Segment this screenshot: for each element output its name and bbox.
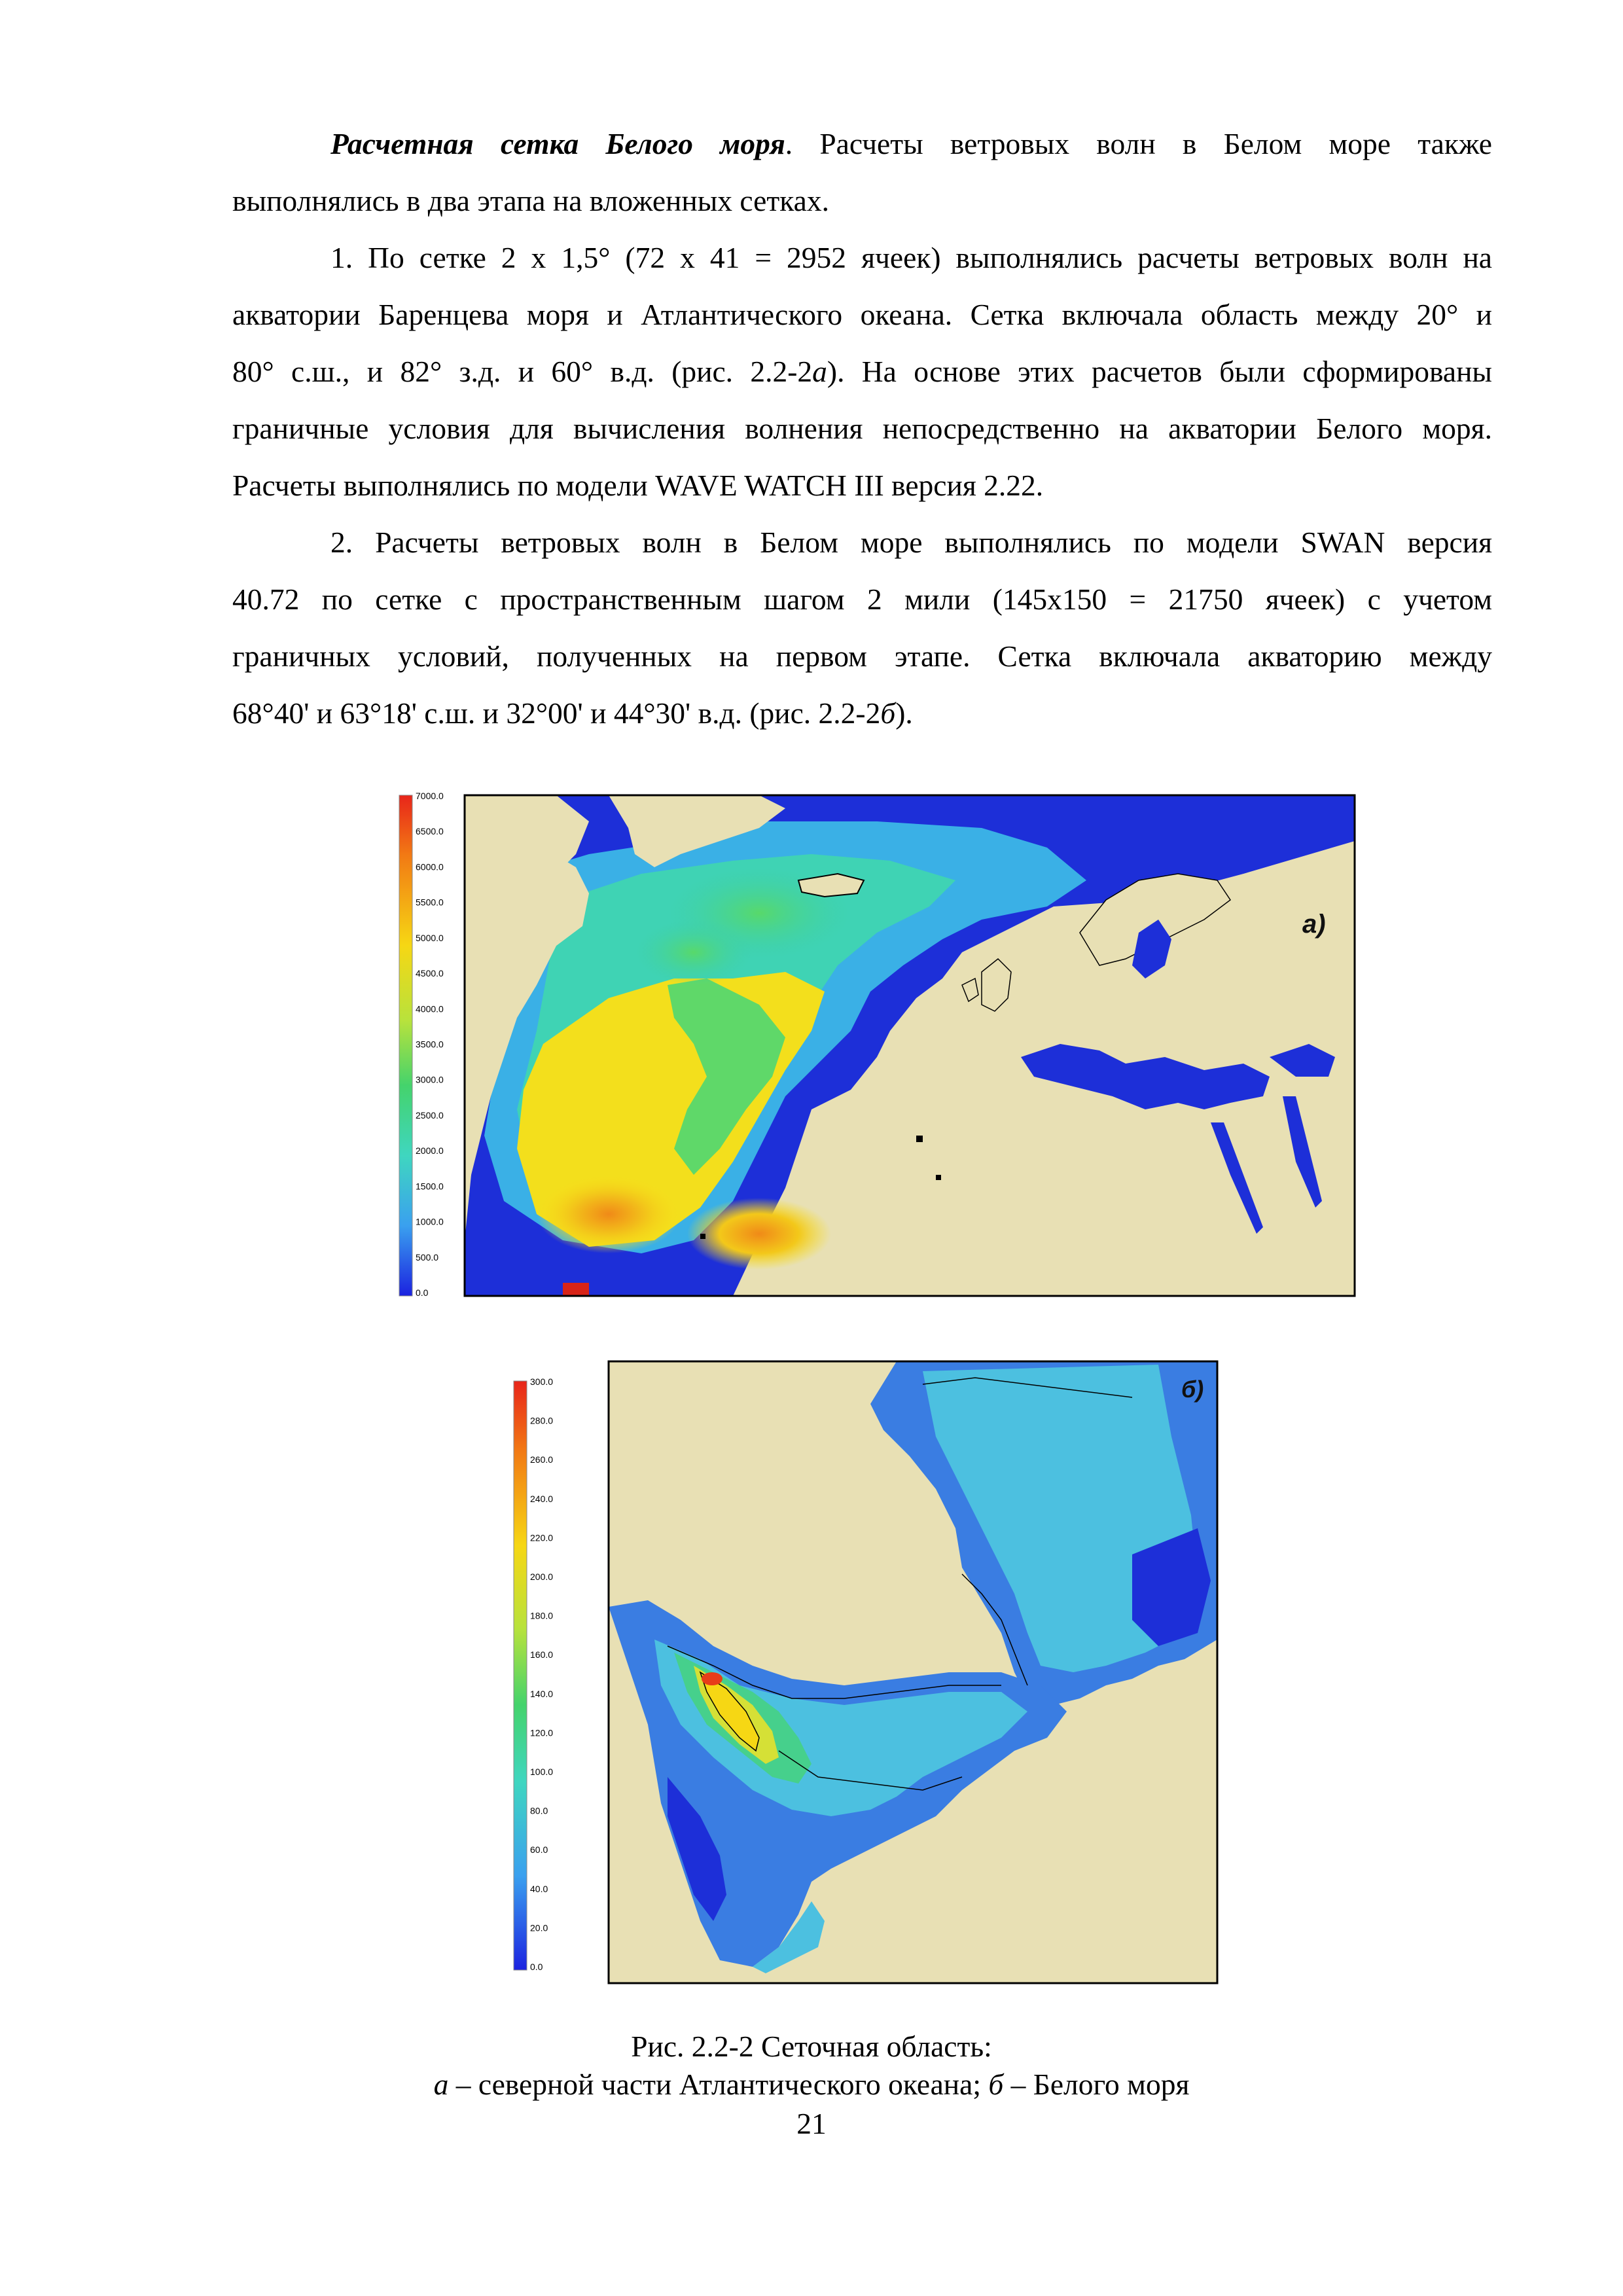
paragraph-line: выполнялись в два этапа на вложенных сетках.: [232, 184, 829, 217]
paragraph-line: граничных условий, полученных на первом этапе. Сетка включала акваторию между: [232, 639, 1492, 673]
scale-tick-label: 180.0: [530, 1610, 554, 1621]
scale-tick-label: 280.0: [530, 1415, 554, 1426]
paragraph-line: акватории Баренцева моря и Атлантического океана. Сетка включала область между 20° и: [232, 298, 1492, 331]
scale-tick-label: 1000.0: [416, 1216, 444, 1227]
scale-tick-label: 4000.0: [416, 1003, 444, 1014]
scale-tick-label: 240.0: [530, 1493, 554, 1504]
paragraph-line: Расчеты выполнялись по модели WAVE WATCH III версия 2.22.: [232, 469, 1044, 502]
scale-tick-label: 160.0: [530, 1649, 554, 1660]
scale-tick-label: 260.0: [530, 1454, 554, 1465]
scale-tick-label: 3500.0: [416, 1039, 444, 1050]
scale-tick-label: 100.0: [530, 1767, 554, 1777]
scale-tick-label: 1500.0: [416, 1181, 444, 1192]
scale-tick-label: 40.0: [530, 1883, 548, 1894]
scale-tick-label: 0.0: [530, 1962, 543, 1972]
figure-caption-title: Рис. 2.2-2 Сеточная область:: [631, 2030, 992, 2063]
paragraph-line: 40.72 по сетке с пространственным шагом 2 мили (145х150 = 21750 ячеек) с учетом: [232, 583, 1492, 616]
scale-tick-label: 60.0: [530, 1844, 548, 1856]
paragraph-white-sea-grid: Расчетная сетка Белого моря. Расчеты ветровых волн в Белом море также: [330, 127, 1492, 160]
figure-a-label: а): [1302, 910, 1326, 939]
scale-tick-label: 80.0: [530, 1805, 548, 1816]
figure-a-north-atlantic-map: [393, 782, 1361, 1299]
page-number: 21: [796, 2107, 827, 2140]
paragraph-line: 68°40' и 63°18' с.ш. и 32°00' и 44°30' в.д. (рис. 2.2-2б).: [232, 696, 913, 730]
scale-tick-label: 20.0: [530, 1922, 548, 1933]
figure-b-label: б): [1181, 1376, 1204, 1403]
scale-tick-label: 7000.0: [416, 791, 444, 801]
scale-tick-label: 6000.0: [416, 861, 444, 872]
scale-tick-label: 200.0: [530, 1571, 554, 1582]
scale-tick-label: 6500.0: [416, 826, 444, 837]
scale-tick-label: 220.0: [530, 1532, 554, 1543]
scale-tick-label: 5500.0: [416, 897, 444, 908]
scale-tick-label: 2000.0: [416, 1145, 444, 1157]
scale-tick-label: 0.0: [416, 1287, 429, 1298]
scale-tick-label: 120.0: [530, 1727, 554, 1738]
scale-tick-label: 5000.0: [416, 932, 444, 943]
scale-tick-label: 140.0: [530, 1688, 554, 1699]
paragraph-line: 80° с.ш., и 82° з.д. и 60° в.д. (рис. 2.2-2а). На основе этих расчетов были сформированы: [232, 355, 1493, 388]
paragraph-heading: Расчетная сетка Белого моря: [330, 127, 785, 160]
figure-b-white-sea-map: [504, 1358, 1230, 1986]
paragraph-item-1: 1. По сетке 2 х 1,5° (72 х 41 = 2952 ячеек) выполнялись расчеты ветровых волн на: [330, 241, 1492, 274]
paragraph-line: граничные условия для вычисления волнения непосредственно на акватории Белого моря.: [232, 412, 1492, 445]
figure-caption-legend: а – северной части Атлантического океана; б – Белого моря: [433, 2068, 1190, 2101]
scale-tick-label: 500.0: [416, 1251, 439, 1263]
paragraph-item-2: 2. Расчеты ветровых волн в Белом море выполнялись по модели SWAN версия: [330, 526, 1492, 559]
scale-tick-label: 4500.0: [416, 968, 444, 979]
scale-tick-label: 3000.0: [416, 1074, 444, 1085]
scale-tick-label: 2500.0: [416, 1109, 444, 1121]
scale-tick-label: 300.0: [530, 1376, 554, 1387]
